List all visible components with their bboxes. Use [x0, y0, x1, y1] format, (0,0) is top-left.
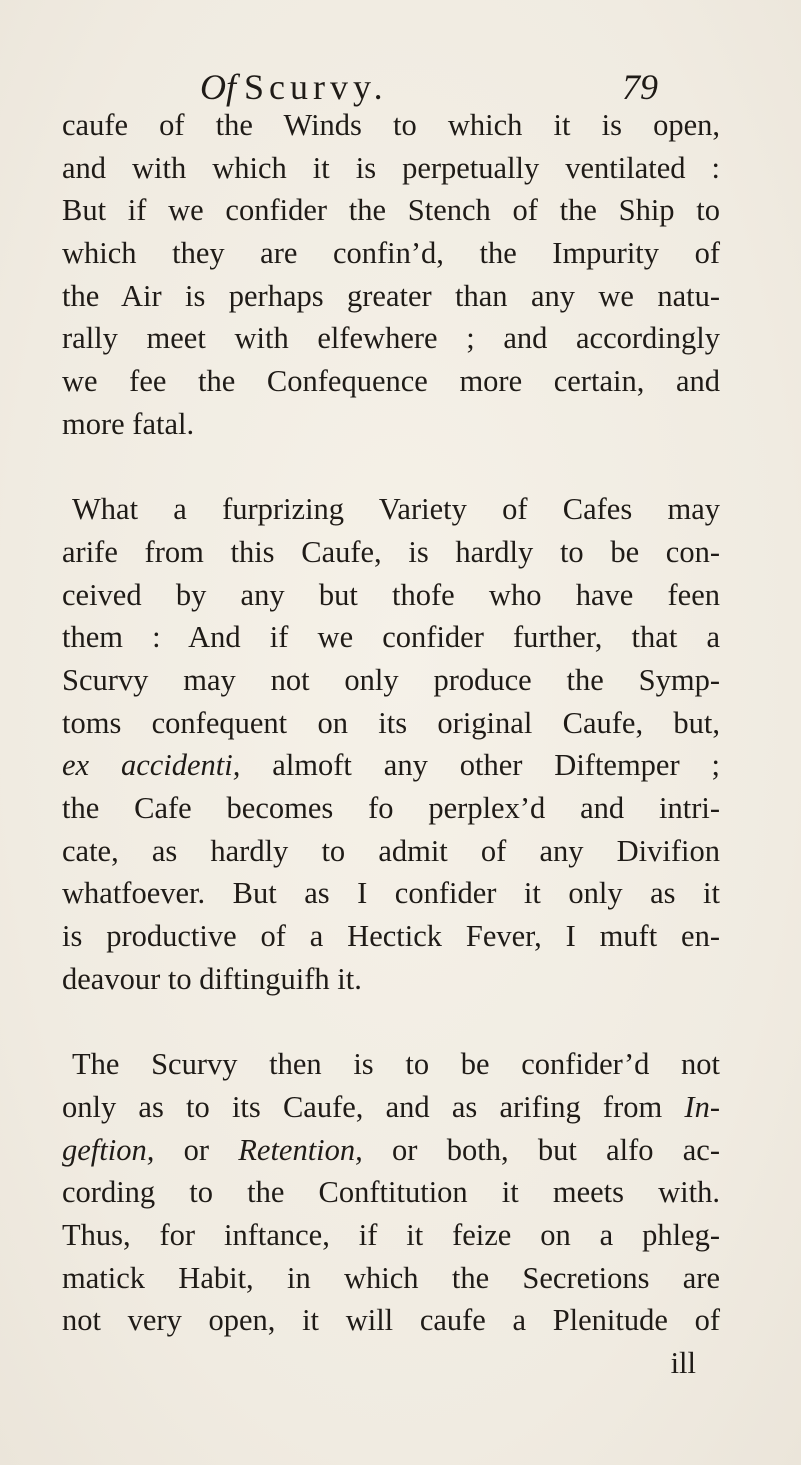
- running-title-word: Scurvy.: [244, 67, 388, 107]
- paragraph-gap: [62, 1000, 720, 1043]
- text-line: Scurvy may not only produce the Symp-: [62, 662, 720, 697]
- text-line: arife from this Caufe, is hardly to be con-: [62, 534, 720, 569]
- text-run: almoft any other Diftemper ;: [240, 748, 721, 783]
- running-title: [200, 66, 388, 108]
- text-line: [62, 1129, 720, 1172]
- text-line: the Air is perhaps greater than any we natu-: [62, 278, 720, 313]
- italic-term: Retention,: [238, 1132, 363, 1167]
- text-run: or both, but alfo ac-: [362, 1132, 720, 1167]
- page-number: 79: [622, 67, 658, 107]
- paragraph-3: [62, 1043, 720, 1385]
- latin-phrase: ex accidenti,: [62, 748, 241, 783]
- text-line: toms confequent on its original Caufe, but,: [62, 705, 720, 740]
- italic-term: geftion,: [62, 1132, 155, 1167]
- catchword: ill: [670, 1345, 696, 1380]
- text-line: [62, 1086, 720, 1129]
- paragraph-2: [62, 488, 720, 1000]
- text-line: Thus, for inftance, if it feize on a phleg-: [62, 1217, 720, 1252]
- text-line: the Cafe becomes fo perplex’d and intri-: [62, 791, 720, 825]
- text-line: whatfoever. But as I confider it only as it: [62, 876, 720, 911]
- text-line: is productive of a Hectick Fever, I muft en-: [62, 919, 720, 954]
- text-line: [62, 744, 720, 787]
- text-line: more fatal.: [62, 406, 195, 441]
- text-run: or: [154, 1132, 239, 1167]
- text-line: What a furprizing Variety of Cafes may: [72, 492, 720, 527]
- italic-term: In-: [684, 1089, 720, 1124]
- text-line: which they are confin’d, the Impurity of: [62, 236, 720, 271]
- paragraph-1: [62, 104, 720, 446]
- body-text: [62, 104, 720, 1385]
- text-run: only as to its Caufe, and as arifing from: [62, 1089, 685, 1124]
- text-line: we fee the Confequence more certain, and: [62, 364, 720, 399]
- text-line: and with which it is perpetually ventilated :: [62, 150, 720, 185]
- text-line: ceived by any but thofe who have feen: [62, 577, 720, 612]
- text-line: deavour to diftinguifh it.: [62, 961, 362, 996]
- text-line: rally meet with elfewhere ; and accordingly: [62, 321, 720, 356]
- text-line: them : And if we confider further, that a: [62, 620, 720, 655]
- paragraph-gap: [62, 446, 720, 489]
- text-line: not very open, it will caufe a Plenitude of: [62, 1303, 720, 1338]
- text-line: matick Habit, in which the Secretions are: [62, 1260, 720, 1295]
- text-line: The Scurvy then is to be confider’d not: [72, 1047, 720, 1082]
- text-line: cate, as hardly to admit of any Divifion: [62, 833, 720, 868]
- text-line: cording to the Conftitution it meets with.: [62, 1175, 720, 1210]
- running-title-of: Of: [200, 67, 236, 107]
- text-line: But if we confider the Stench of the Ship to: [62, 193, 720, 228]
- text-line: caufe of the Winds to which it is open,: [62, 108, 720, 142]
